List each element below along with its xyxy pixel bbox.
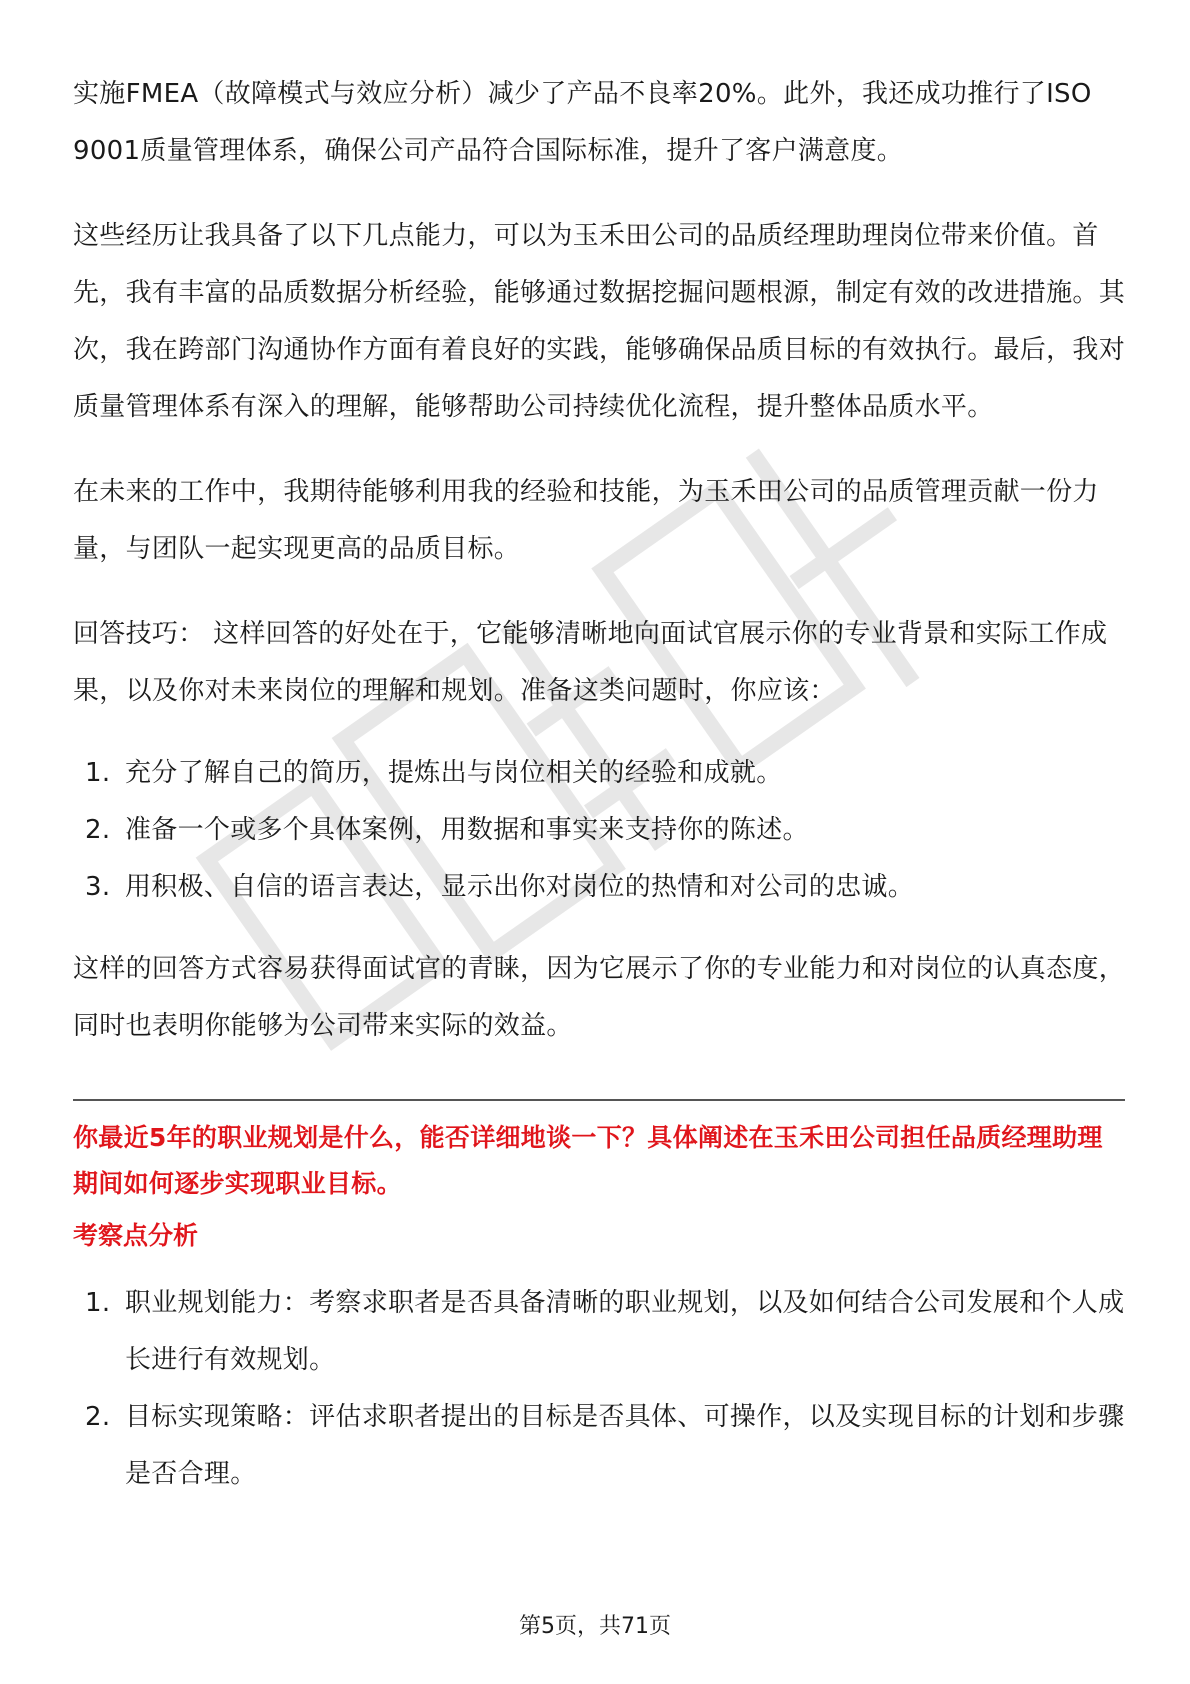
paragraph-conclusion: 这样的回答方式容易获得面试官的青睐，因为它展示了你的专业能力和对岗位的认真态度，同时也表明你能够为公司带来实际的效益。 [73,954,1126,1041]
list-item-text: 准备一个或多个具体案例，用数据和事实来支持你的陈述。 [125,815,809,845]
list-number: 2. [85,815,111,845]
list-number: 2. [85,1402,111,1432]
list-item-text: 职业规划能力：考察求职者是否具备清晰的职业规划，以及如何结合公司发展和个人成长进行有效规划。 [125,1288,1125,1375]
list-item [73,802,1125,859]
list-item [73,1275,1125,1389]
document-page [73,66,1125,1503]
list-item [73,1389,1125,1503]
tips-list [73,745,1125,916]
analysis-heading: 考察点分析 [73,1221,199,1250]
page-footer: 第5页，共71页 [519,1614,671,1639]
paragraph-answer-tips: 回答技巧： 这样回答的好处在于，它能够清晰地向面试官展示你的专业背景和实际工作成果，以及你对未来岗位的理解和规划。准备这类问题时，你应该： [73,619,1108,706]
list-item [73,859,1125,916]
paragraph-fmea: 实施FMEA（故障模式与效应分析）减少了产品不良率20%。此外，我还成功推行了ISO 9001质量管理体系，确保公司产品符合国际标准，提升了客户满意度。 [73,79,1092,166]
analysis-list [73,1275,1125,1503]
list-item-text: 充分了解自己的简历，提炼出与岗位相关的经验和成就。 [125,758,783,788]
list-number: 1. [85,1288,111,1318]
list-item-text: 目标实现策略：评估求职者提出的目标是否具体、可操作，以及实现目标的计划和步骤是否合理。 [125,1402,1125,1489]
paragraph-future: 在未来的工作中，我期待能够利用我的经验和技能，为玉禾田公司的品质管理贡献一份力量，与团队一起实现更高的品质目标。 [73,477,1099,564]
list-number: 3. [85,872,111,902]
list-item-text: 用积极、自信的语言表达，显示出你对岗位的热情和对公司的忠诚。 [125,872,915,902]
question-heading: 你最近5年的职业规划是什么，能否详细地谈一下？具体阐述在玉禾田公司担任品质经理助理期间如何逐步实现职业目标。 [73,1123,1103,1198]
list-number: 1. [85,758,111,788]
paragraph-abilities: 这些经历让我具备了以下几点能力，可以为玉禾田公司的品质经理助理岗位带来价值。首先，我有丰富的品质数据分析经验，能够通过数据挖掘问题根源，制定有效的改进措施。其次，我在跨部门沟通协作方面有着良好的实践，能够确保品质目标的有效执行。最后，我对质量管理体系有深入的理解，能够帮助公司持续优化流程，提升整体品质水平。 [73,221,1126,422]
list-item [73,745,1125,802]
